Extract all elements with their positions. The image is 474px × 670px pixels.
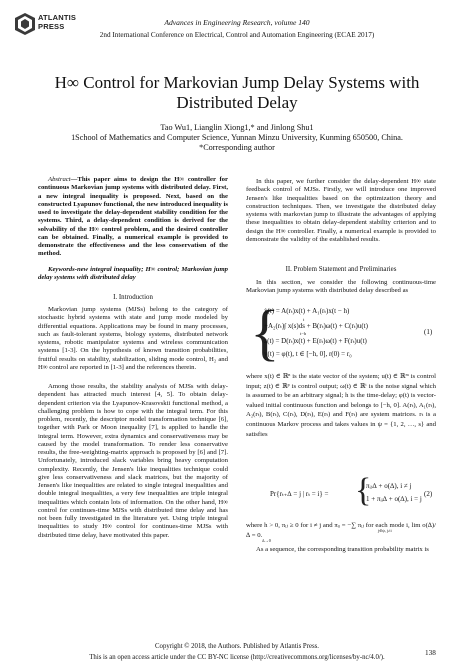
- equation-2-lhs: Pr{rₜ₊∆ = j | rₜ = i} =: [270, 490, 329, 498]
- affiliation: 1School of Mathematics and Computer Science, Yunnan Minzu University, Kunming 650500, China.: [71, 133, 403, 142]
- equation-1-number: (1): [424, 328, 433, 336]
- license-line: This is an open access article under the CC BY-NC license (http://creativecommons.org/licenses/by-nc/4.0/).: [89, 654, 385, 661]
- keywords-label: Keywords-: [48, 266, 77, 273]
- logo-text: ATLANTIS PRESS: [38, 13, 77, 31]
- equation-2-brace: {: [355, 472, 372, 509]
- paper-title: H∞ Control for Markovian Jump Delay Systems with Distributed Delay: [54, 73, 420, 112]
- abstract: [38, 176, 228, 259]
- equation-2: [270, 472, 436, 510]
- equation-1-line-3: z(t) = D(rₜ)x(t) + E(rₜ)ω(t) + F(rₜ)u(t): [264, 337, 367, 345]
- intro-paragraph-1: Markovian jump systems (MJSs) belong to the category of stochastic hybrid systems with state and jump mode modeled by differential equations. Applications may be found in many processes, such as fault-tolerant systems, biology systems, distributed network systems, robotic manipulator systems and wireless communication systems [1-3]. On the hypothesis of known transition probabilities, fruitful results on stability, stabilization, sliding mode control, H₂ and H∞ control are reported in [1-3] and the references therein.: [38, 306, 228, 371]
- equation-2-case-1: πᵢⱼ∆ + o(∆), i ≠ j: [366, 482, 412, 490]
- integral-upper-limit: t: [303, 317, 305, 322]
- right-paragraph-2: In this section, we consider the following continuous-time Markovian jump systems with distributed delay described as: [246, 279, 436, 295]
- keywords-text: new integral inequality; H∞ control; Markovian jump delay systems with distributed delay: [38, 266, 228, 282]
- series-header: Advances in Engineering Research, volume 140: [164, 18, 310, 27]
- page-number: 138: [425, 649, 436, 657]
- integral-lower-limit: t−h: [300, 331, 307, 336]
- section-heading-problem-statement: II. Problem Statement and Preliminaries: [285, 266, 397, 273]
- section-heading-introduction: I. Introduction: [113, 294, 153, 301]
- author-block: [0, 123, 474, 153]
- corresponding-note: *Corresponding author: [199, 143, 275, 152]
- limit-subscript: ∆→0: [262, 538, 271, 543]
- keywords: [38, 266, 228, 283]
- author-names: Tao Wu1, Lianglin Xiong1,* and Jinlong Shu1: [160, 123, 314, 132]
- abstract-text: —This paper aims to design the H∞ controller for continuous Markovian jump systems with distributed delay. First, a new integral inequality is proposed. Next, based on the constructed Lyapunov functional, the new introduced inequality is used to investigate the delay-dependent stability condition for the systems. Third, a delay-dependent condition is derived for the solvability of the H∞ control problem, and the desired controller can be obtained. Finally, a numerical example is provided to demonstrate the effectiveness and the less conservatism of the method.: [38, 176, 228, 258]
- equation-brace: {: [250, 299, 280, 367]
- abstract-label: Abstract: [48, 176, 71, 183]
- equation-1-line-1: ẋ(t) = A(rₜ)x(t) + A₁(rₜ)x(t − h): [264, 307, 350, 315]
- right-paragraph-5: As a sequence, the corresponding transition probability matrix is: [256, 546, 429, 553]
- equation-1: [250, 299, 436, 367]
- right-paragraph-4: where h > 0, πᵢⱼ ≥ 0 for i ≠ j and πᵢᵢ = −∑ πᵢⱼ for each mode i, lim o(∆)/∆ = 0.: [246, 522, 436, 539]
- equation-1-line-2: +A₂(rₜ)∫ x(s)ds + B(rₜ)ω(t) + C(rₜ)u(t): [264, 322, 368, 330]
- right-paragraph-1: In this paper, we further consider the delay-dependent H∞ state feedback control of MJSs. Firstly, we will introduce one improved Jensen's like inequalities based on the optimization theory and construction techniques. Then, we investigate the distributed delay systems with markovian jump to illustrate the advantages of applying these inequalities to obtain delay-dependent stability criterion and to design the H∞ controller. Finally, a numerical example is provided to demonstrate the validity of the established results.: [246, 178, 436, 243]
- copyright-line: Copyright © 2018, the Authors. Published by Atlantis Press.: [155, 643, 319, 650]
- conference-header: 2nd International Conference on Electrical, Control and Automation Engineering (ECAE 2017): [99, 31, 375, 39]
- right-paragraph-3: where x(t) ∈ ℝⁿ is the state vector of the system; u(t) ∈ ℝᵐ is control input; z(t) ∈ ℝᵖ is control output; ω(t) ∈ ℝᵗ is the noise signal which is assumed to be an arbitrary signal; h is the time-delay; φ(t) is vector-valued initial continuous function and belongs to [−h, 0]. A(rₜ), A₁(rₜ), A₂(rₜ), B(rₜ), C(rₜ), D(rₜ), E(rₜ) and F(rₜ) are system matrices. rₜ is a continuous Markov process and takes values in ψ = {1, 2, …, s} and satisfies: [246, 373, 436, 438]
- equation-1-line-4: y(t) = φ(t), t ∈ [−h, 0], r(0) = r₀: [264, 350, 352, 358]
- equation-2-number: (2): [424, 490, 433, 498]
- intro-paragraph-2: Among those results, the stability analysis of MJSs with delay-dependent has attracted much interest [4, 5]. To obtain delay-dependent criterion via the Lyapunov-Krasovskii functional method, a challenging problem is how to cope with the integral term. For this problem, recently, the descriptor model transformation technique [6], together with Park or Moon inequality [7], is applied to handle the integral term. However, extra dynamics and conservativeness may be caused by the model transformation. To render less conservative results, the free-weighting-matrix approach is proposed by [6] and [7]. Unfortunately, introduced slack variables bring heavy computation complexity. Recently, the Jensen's like inequalities technique could give less conservativeness and slack matrices, but the majority of Jensen's like inequalities are related to single integral inequalities and double integral inequalities, a very few inequalities are triple integral inequalities which contain lots of information. On the other hand, H∞ control for continues-time MJSs with distributed time delay and has not been fully investigated in the literature yet. Using triple integral inequalities to study H∞ control for continues-time MJSs with distributed time delay, have motivated this paper.: [38, 383, 228, 539]
- equation-2-case-2: 1 + πᵢᵢ∆ + o(∆), i = j: [366, 495, 422, 503]
- sum-subscript: j∈ψ, j≠i: [378, 528, 392, 533]
